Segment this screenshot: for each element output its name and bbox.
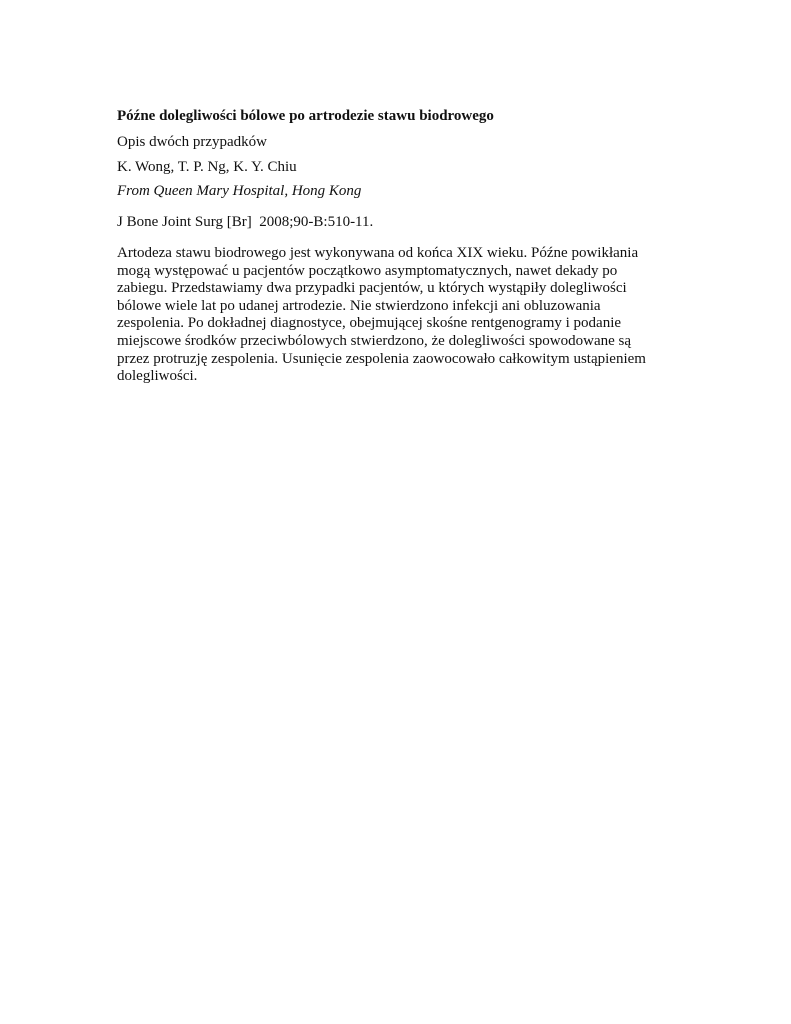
abstract-line: Artodeza stawu biodrowego jest wykonywana od końca XIX wieku. Późne powikłania — [117, 245, 639, 261]
article-title: Późne dolegliwości bólowe po artrodezie stawu biodrowego — [117, 108, 494, 124]
article-affiliation: From Queen Mary Hospital, Hong Kong — [117, 183, 362, 199]
article-authors: K. Wong, T. P. Ng, K. Y. Chiu — [117, 159, 297, 175]
abstract-line: miejscowe środków przeciwbólowych stwierdzono, że dolegliwości spowodowane są — [117, 332, 632, 349]
document-content — [117, 106, 677, 386]
abstract-line: mogą występować u pacjentów początkowo asymptomatycznych, nawet dekady po — [117, 262, 618, 279]
abstract-line: dolegliwości. — [117, 368, 198, 385]
article-subtitle: Opis dwóch przypadków — [117, 134, 267, 150]
abstract-line: zabiegu. Przedstawiamy dwa przypadki pacjentów, u których wystąpiły dolegliwości — [117, 280, 627, 297]
article-abstract — [117, 245, 677, 386]
abstract-line: zespolenia. Po dokładnej diagnostyce, obejmującej skośne rentgenogramy i podanie — [117, 315, 622, 332]
abstract-line: przez protruzję zespolenia. Usunięcie zespolenia zaowocowało całkowitym ustąpieniem — [117, 350, 646, 367]
article-citation: J Bone Joint Surg [Br] 2008;90-B:510-11. — [117, 214, 374, 230]
abstract-line: bólowe wiele lat po udanej artrodezie. Nie stwierdzono infekcji ani obluzowania — [117, 297, 601, 314]
